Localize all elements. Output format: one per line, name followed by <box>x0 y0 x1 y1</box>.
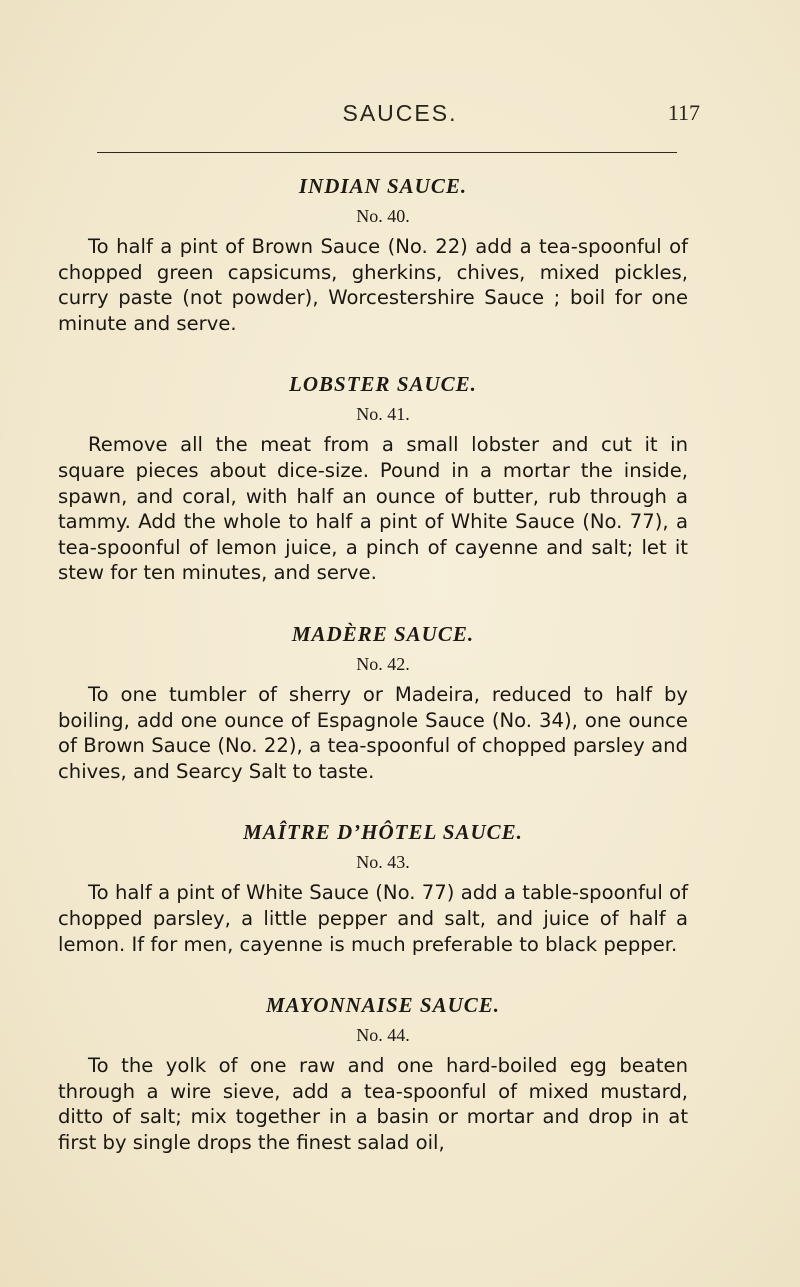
recipe-title: MADÈRE SAUCE. <box>291 621 475 646</box>
recipe-number: No. 43. <box>356 852 410 873</box>
recipe-body: To half a pint of White Sauce (No. 77) add a table-spoonful of chopped parsley, a little pepper and salt, and juice of half a lemon. If for men, cayenne is much preferable to black pepper. <box>58 881 688 956</box>
running-head <box>0 98 800 132</box>
header-rule <box>97 152 677 153</box>
recipe-mayonnaise-sauce <box>58 991 688 1155</box>
recipe-title: MAÎTRE D’HÔTEL SAUCE. <box>243 820 523 845</box>
running-title: SAUCES. <box>342 100 458 126</box>
recipe-maitre-d-hotel-sauce <box>58 818 688 957</box>
recipe-number: No. 41. <box>356 404 410 425</box>
recipe-number: No. 44. <box>356 1025 410 1046</box>
recipe-lobster-sauce <box>58 370 688 586</box>
recipe-title: INDIAN SAUCE. <box>298 174 468 198</box>
page-number: 117 <box>667 100 700 125</box>
recipe-body: Remove all the meat from a small lobster and cut it in square pieces about dice-size. Pound in a mortar the inside, spawn, and coral, with half an ounce of butter, rub through a tammy. Add the whole to half a pint of White Sauce (No. 77), a tea-spoonful of lemon juice, a pinch of cayenne and salt; let it stew for ten minutes, and serve. <box>58 433 688 585</box>
recipe-body: To one tumbler of sherry or Madeira, reduced to half by boiling, add one ounce of Espagnole Sauce (No. 34), one ounce of Brown Sauce (No. 22), a tea-spoonful of chopped parsley and chives, and Searcy Salt to taste. <box>58 682 688 783</box>
recipe-body: To half a pint of Brown Sauce (No. 22) add a tea-spoonful of chopped green capsicums, gherkins, chives, mixed pickles, curry paste (not powder), Worcestershire Sauce ; boil for one minute and serve. <box>58 235 688 335</box>
recipe-madere-sauce <box>58 620 688 784</box>
recipe-body: To the yolk of one raw and one hard-boiled egg beaten through a wire sieve, add a tea-spoonful of mixed mustard, ditto of salt; mix together in a basin or mortar and drop in at first by single drops the finest salad oil, <box>58 1054 688 1154</box>
recipe-number: No. 42. <box>356 653 410 674</box>
recipe-list <box>58 172 688 1155</box>
recipe-title: MAYONNAISE SAUCE. <box>265 993 501 1018</box>
recipe-number: No. 40. <box>356 206 410 226</box>
recipe-title: LOBSTER SAUCE. <box>289 372 477 397</box>
recipe-indian-sauce <box>58 172 688 336</box>
